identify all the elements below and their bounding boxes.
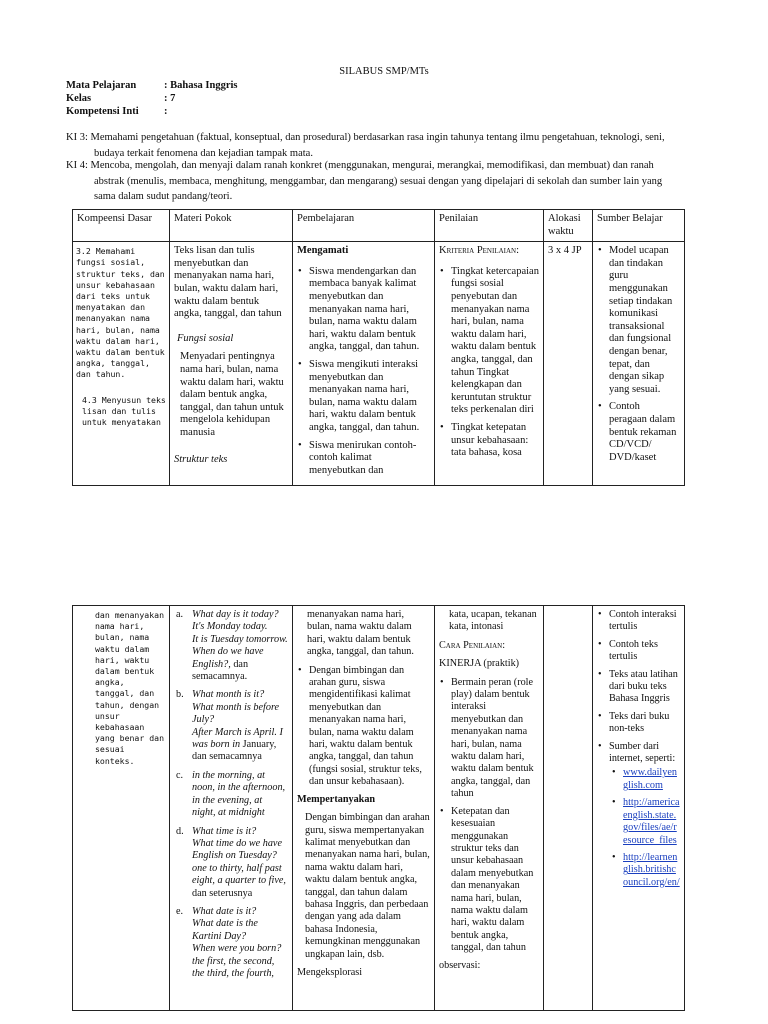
list-item: b. What month is it? What month is before July? After March is April. I was born in January, dan semacamnya	[176, 689, 283, 763]
syllabus-table-page1	[72, 209, 685, 486]
syllabus-table-page2	[72, 605, 685, 1011]
meta-value: :	[164, 106, 168, 117]
penilaian-heading: Cara Penilaian:	[439, 639, 506, 651]
pembelajaran-heading: Mengamati	[297, 245, 349, 257]
table-header-row	[73, 210, 685, 242]
ki4-paragraph	[66, 158, 706, 205]
kd-4-3: 4.3 Menyusun teks lisan dan tulis untuk menyatakan	[82, 394, 166, 428]
alokasi-cell: 3 x 4 JP	[544, 242, 593, 486]
list-item: • Siswa mengikuti interaksi menyebutkan dan menanyakan nama hari, bulan, nama waktu dalam hari, waktu dalam bentuk angka, tanggal, dan tahun.	[309, 359, 430, 435]
pembelajaran-heading: Mempertanyakan	[297, 793, 376, 805]
list-item: • Teks atau latihan dari buku teks Bahasa Inggris	[609, 669, 680, 706]
ki3-paragraph	[66, 130, 706, 161]
link-dailyenglish[interactable]: www.dailyenglish.com	[623, 767, 677, 791]
kd-cell	[73, 242, 170, 486]
materi-fungsi-text: Menyadari pentingnya nama hari, bulan, nama waktu dalam hari, waktu dalam bentuk angka, tanggal, dan tahun untuk mengelola kehidupan manusia	[180, 351, 284, 438]
penilaian-observasi: observasi:	[439, 959, 481, 971]
pembelajaran-heading: Mengeksplorasi	[297, 966, 363, 978]
meta-label: Kompetensi Inti	[66, 106, 139, 117]
list-item: • Dengan bimbingan dan arahan guru, siswa mengidentifikasi kalimat menyebutkan dan menanyakan nama hari, bulan, nama waktu dalam hari, waktu dalam bentuk angka, tanggal, dan tahun (fungsi sosial, struktur teks, dan unsur kebahasaan).	[309, 665, 430, 789]
list-item: • Siswa mendengarkan dan membaca banyak kalimat menyebutkan dan menanyakan nama hari, bulan, nama waktu dalam hari, waktu dalam bentuk angka, tanggal, dan tahun.	[309, 266, 430, 354]
document-title: SILABUS SMP/MTs	[339, 66, 429, 77]
table-row	[73, 242, 685, 486]
header-cell: Alokasi waktu	[544, 210, 593, 242]
list-item: a. What day is it today? It's Monday today. It is Tuesday tomorrow. When do we have English?, dan semacamnya.	[176, 609, 288, 683]
list-item: • Model ucapan dan tindakan guru menggunakan setiap tindakan komunikasi transaksional dan fungsional dengan benar, tepat, dan dengan sikap yang sesuai.	[609, 245, 680, 396]
kd-continuation: dan menanyakan nama hari, bulan, nama waktu dalam hari, waktu dalam bentuk angka, tanggal, dan tahun, dengan unsur kebahasaan yang benar dan sesuai konteks.	[95, 610, 165, 766]
pembelajaran-cell	[293, 242, 435, 486]
meta-label: Mata Pelajaran	[66, 80, 137, 91]
list-item: c. in the morning, at noon, in the afternoon, in the evening, at night, at midnight	[176, 769, 286, 819]
header-cell: Kompeensi Dasar	[73, 210, 170, 242]
kd-3-2: 3.2 Memahami fungsi sosial, struktur teks, dan unsur kebahasaan dari teks untuk menyatakan dan menanyakan nama hari, bulan, nama waktu dalam hari, waktu dalam bentuk angka, tanggal, dan tahun.	[76, 246, 165, 380]
penilaian-kinerja: KINERJA (praktik)	[439, 658, 520, 670]
sumber-cell	[593, 606, 685, 1011]
ki4-line: KI 4: Mencoba, mengolah, dan menyaji dalam ranah konkret (menggunakan, mengurai, merangkai, memodifikasi, dan membuat) dan ranah	[66, 160, 654, 171]
list-item: • Contoh peragaan dalam bentuk rekaman CD/VCD/ DVD/kaset	[609, 401, 680, 464]
penilaian-intro: kata, ucapan, tekanan kata, intonasi	[449, 609, 537, 633]
materi-struktur-label: Struktur teks	[174, 453, 228, 465]
materi-fungsi-label: Fungsi sosial	[177, 332, 234, 344]
sumber-cell	[593, 242, 685, 486]
meta-row-class	[66, 93, 175, 104]
pembelajaran-intro: menanyakan nama hari, bulan, nama waktu dalam hari, waktu dalam bentuk angka, tanggal, dan tahun.	[307, 609, 414, 658]
penilaian-cell	[435, 606, 544, 1011]
table-row	[73, 606, 685, 1011]
list-item: • Tingkat ketepatan unsur kebahasaan: tata bahasa, kosa	[451, 422, 539, 460]
list-item: • Bermain peran (role play) dalam bentuk interaksi menyebutkan dan menanyakan nama hari, bulan, nama waktu dalam hari, waktu dalam bentuk angka, tanggal, dan tahun	[451, 677, 539, 801]
list-item: d. What time is it? What time do we have English on Tuesday? one to thirty, half past eight, a quarter to five, dan seterusnya	[176, 825, 286, 899]
pembelajaran-cell	[293, 606, 435, 1011]
ki4-line: abstrak (menulis, membaca, menghitung, menggambar, dan mengarang) sesuai dengan yang dipelajari di sekolah dan sumber lain yang	[94, 175, 663, 187]
list-item: • Siswa menirukan contoh-contoh kalimat menyebutkan dan	[309, 440, 430, 478]
alokasi-cell	[544, 606, 593, 1011]
list-item: • Teks dari buku non-teks	[609, 711, 680, 736]
list-item: • Ketepatan dan kesesuaian menggunakan struktur teks dan unsur kebahasaan dalam menyebutkan dan menanyakan nama hari, bulan, nama waktu dalam hari, waktu dalam bentuk angka, tanggal, dan tahun	[451, 806, 539, 955]
materi-cell	[170, 242, 293, 486]
meta-value: : 7	[164, 93, 176, 104]
list-item: • Contoh teks tertulis	[609, 639, 680, 664]
list-item: • Contoh interaksi tertulis	[609, 609, 680, 634]
link-learnenglish[interactable]: http://learnenglish.britishcouncil.org/en/	[623, 851, 680, 888]
list-item: • Tingkat ketercapaian fungsi sosial penyebutan dan menanyakan nama hari, bulan, nama waktu dalam hari, waktu dalam bentuk angka, tanggal, dan tahun Tingkat kelengkapan dan keruntutan struktur teks perkenalan diri	[451, 266, 539, 417]
header-cell: Sumber Belajar	[593, 210, 685, 242]
materi-cell	[170, 606, 293, 1011]
header-cell: Pembelajaran	[293, 210, 435, 242]
list-item: • Sumber dari internet, seperti: • www.dailyenglish.com • http://americaenglish.state.gov/files/ae/resource_files • http://learnenglish.britishcouncil.org/en/	[609, 741, 680, 889]
materi-intro: Teks lisan dan tulis menyebutkan dan menanyakan nama hari, bulan, waktu dalam hari, waktu dalam bentuk angka, tanggal, dan tahun	[174, 245, 282, 320]
meta-row-subject	[66, 80, 238, 91]
ki3-line: KI 3: Memahami pengetahuan (faktual, konseptual, dan prosedural) berdasarkan rasa ingin tahunya tentang ilmu pengetahuan, teknologi, seni,	[66, 132, 665, 143]
penilaian-heading: Kriteria Penilaian:	[439, 245, 520, 257]
pembelajaran-text: Dengan bimbingan dan arahan guru, siswa mempertanyakan kalimat menyebutkan dan menanyakan nama hari, bulan, nama waktu dalam hari, waktu dalam bentuk angka, tanggal, dan tahun dalam bahasa Inggris, dan perbedaan dengan yang ada dalam bahasa Indonesia, kemungkinan menggunakan ungkapan lain, dsb.	[305, 812, 430, 960]
meta-label: Kelas	[66, 93, 92, 104]
meta-row-core-competence	[66, 106, 168, 117]
link-americaenglish[interactable]: http://americaenglish.state.gov/files/ae/resource_files	[623, 797, 680, 846]
header-cell: Materi Pokok	[170, 210, 293, 242]
header-cell: Penilaian	[435, 210, 544, 242]
penilaian-cell	[435, 242, 544, 486]
kd-cell	[73, 606, 170, 1011]
list-item: e. What date is it? What date is the Kartini Day? When were you born? the first, the second, the third, the fourth,	[176, 905, 282, 979]
meta-value: : Bahasa Inggris	[164, 80, 238, 91]
ki4-line: sama dalam sudut pandang/teori.	[94, 191, 233, 202]
ki3-line: budaya terkait fenomena dan kejadian tampak mata.	[94, 147, 313, 159]
